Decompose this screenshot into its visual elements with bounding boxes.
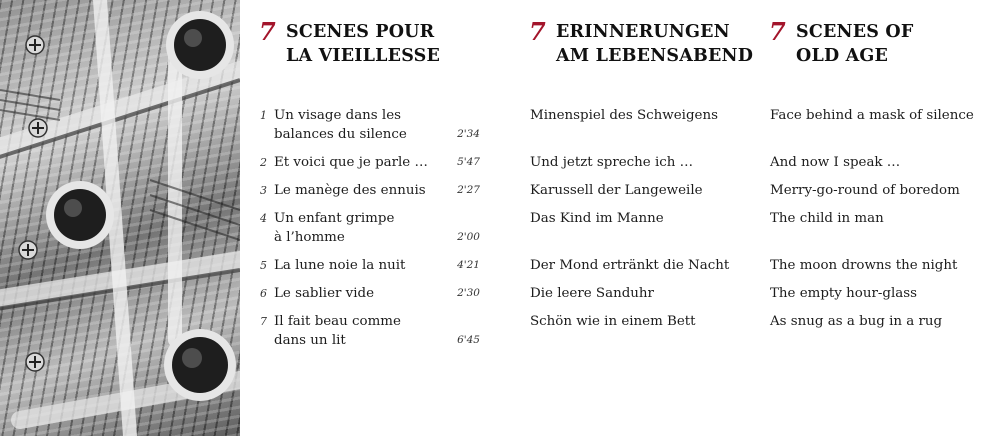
track-7-duration: 6'45 (457, 334, 480, 346)
track-index: 3 (260, 184, 267, 197)
track-2-fr (260, 153, 428, 172)
track-title-line: Le manège des ennuis (274, 183, 426, 198)
track-5-en: The moon drowns the night (770, 258, 958, 273)
german-heading (529, 17, 754, 68)
track-index: 1 (260, 109, 267, 122)
french-number: 7 (259, 17, 276, 46)
track-7-fr (260, 312, 401, 350)
track-7-en: As snug as a bug in a rug (770, 314, 943, 329)
english-heading (769, 17, 914, 68)
track-1-de: Minenspiel des Schweigens (530, 108, 718, 123)
track-3-de: Karussell der Langeweile (530, 183, 703, 198)
track-4-en: The child in man (770, 211, 884, 226)
french-heading (259, 17, 441, 68)
track-4-duration: 2'00 (457, 231, 480, 243)
track-1-fr (260, 106, 407, 144)
track-title-line: dans un lit (274, 333, 346, 348)
track-title-line: à l’homme (274, 230, 345, 245)
track-5-duration: 4'21 (457, 259, 480, 271)
track-index: 2 (260, 156, 267, 169)
track-5-fr (260, 256, 406, 275)
track-index: 5 (260, 259, 267, 272)
machine-illustration (0, 0, 240, 436)
track-7-de: Schön wie in einem Bett (530, 314, 696, 329)
track-title-line: balances du silence (274, 127, 407, 142)
track-3-en: Merry-go-round of boredom (770, 183, 960, 198)
german-number: 7 (529, 17, 546, 46)
cover-photo (0, 0, 240, 436)
track-5-de: Der Mond ertränkt die Nacht (530, 258, 730, 273)
track-1-en: Face behind a mask of silence (770, 108, 974, 123)
track-2-en: And now I speak … (770, 155, 901, 170)
english-heading-line1: SCENES OF (796, 22, 914, 42)
track-4-fr (260, 209, 395, 247)
track-3-duration: 2'27 (457, 184, 480, 196)
french-heading-line2: LA VIEILLESSE (286, 46, 441, 66)
track-title-line: Il fait beau comme (274, 314, 401, 329)
german-heading-line1: ERINNERUNGEN (556, 22, 730, 42)
track-6-fr (260, 284, 374, 303)
track-title-line: Le sablier vide (274, 286, 374, 301)
track-6-duration: 2'30 (457, 287, 480, 299)
track-title-line: Et voici que je parle … (274, 155, 428, 170)
track-2-duration: 5'47 (457, 156, 480, 168)
track-6-en: The empty hour-glass (770, 286, 917, 301)
english-number: 7 (769, 17, 786, 46)
track-6-de: Die leere Sanduhr (530, 286, 654, 301)
track-index: 7 (260, 315, 267, 328)
track-title-line: La lune noie la nuit (274, 258, 406, 273)
track-title-line: Un visage dans les (274, 108, 402, 123)
track-index: 6 (260, 287, 267, 300)
track-2-de: Und jetzt spreche ich … (530, 155, 694, 170)
track-3-fr (260, 181, 426, 200)
track-1-duration: 2'34 (457, 128, 480, 140)
track-index: 4 (260, 212, 267, 225)
track-4-de: Das Kind im Manne (530, 211, 664, 226)
german-heading-line2: AM LEBENSABEND (556, 46, 754, 66)
french-heading-line1: SCENES POUR (286, 22, 435, 42)
track-title-line: Un enfant grimpe (274, 211, 395, 226)
english-heading-line2: OLD AGE (796, 46, 889, 66)
